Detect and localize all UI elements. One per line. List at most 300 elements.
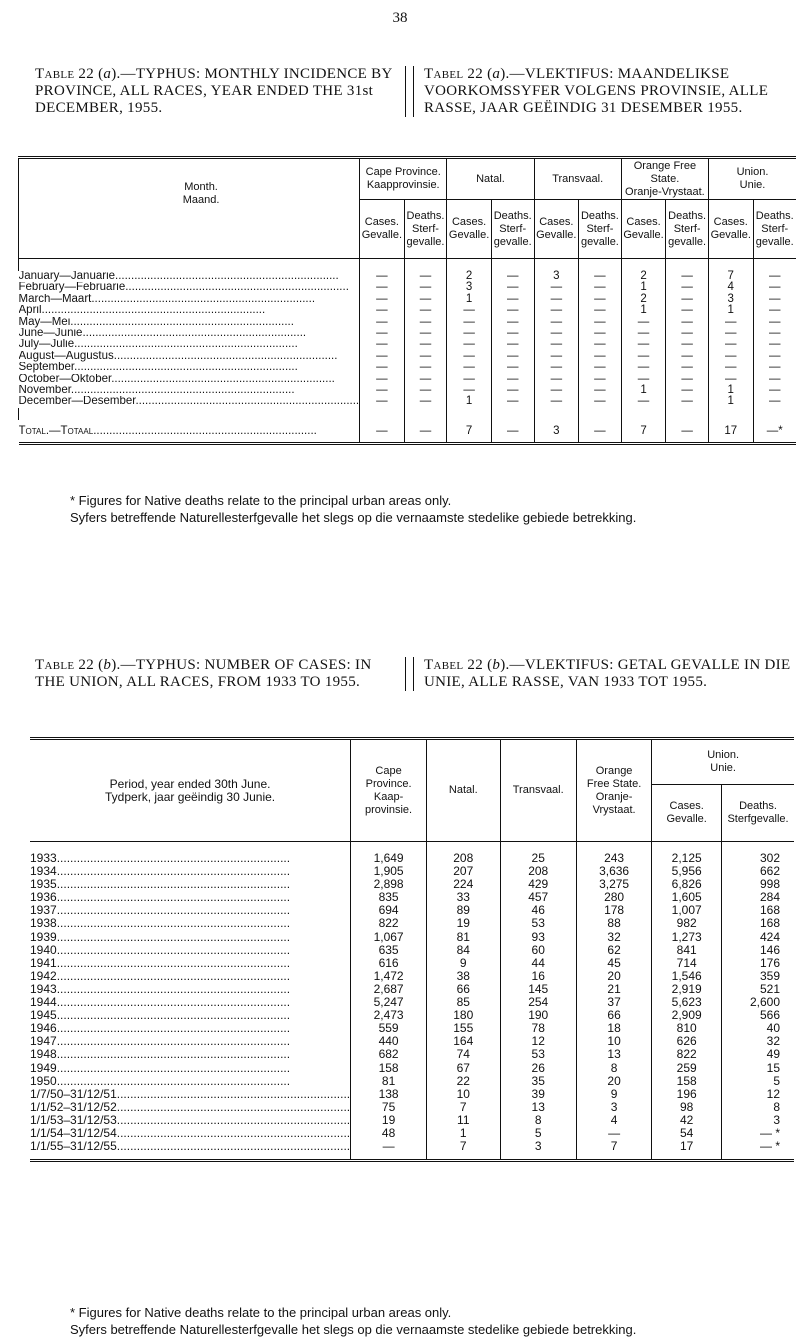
value-cell: 7 [709,271,754,282]
value-cell: 3 [500,1140,576,1161]
value-cell: — [447,339,492,350]
value-cell: 1 [709,385,754,396]
header-line: Province. [365,777,412,790]
value-cell: 1,546 [652,970,722,983]
header-line: Deaths. [739,800,777,812]
value-cell: — [360,385,405,396]
month-row [19,328,797,339]
value-cell: — [579,305,622,316]
period-label-cell [30,1140,351,1161]
value-cell: 138 [351,1088,427,1101]
value-cell: 6,826 [652,878,722,891]
value-cell: 22 [427,1075,501,1088]
union-cases-header [652,785,722,842]
value-cell: — [404,294,447,305]
value-cell: 35 [500,1075,576,1088]
value-cell: 2,909 [652,1009,722,1022]
header-line: Natal. [448,784,478,796]
total-value-cell: 7 [621,420,666,444]
cases-subheader [621,200,666,259]
period-label: 1937 ..... [30,904,350,917]
value-cell: — [579,374,622,385]
total-value-cell: 3 [534,420,579,444]
value-cell: 835 [351,891,427,904]
value-cell: 635 [351,944,427,957]
value-cell: 822 [652,1048,722,1061]
value-cell: — [360,374,405,385]
value-cell: 714 [652,957,722,970]
value-cell: — [351,1140,427,1161]
month-header-af: Maand. [182,193,220,206]
period-label: 1/1/54–31/12/54 ..... [30,1127,350,1140]
value-cell: 196 [652,1088,722,1101]
annual-cases-table [30,737,794,1162]
value-cell: 146 [722,944,794,957]
value-cell: 1 [621,282,666,293]
value-cell: 224 [427,878,501,891]
subheader-line: Sterf- [673,222,701,235]
period-label-cell [30,996,351,1009]
value-cell: 45 [576,957,651,970]
value-cell: 49 [722,1048,794,1061]
month-label-cell [19,374,360,385]
period-label-cell [30,970,351,983]
header-line: Orange [595,764,633,777]
value-cell: — [666,396,709,407]
value-cell: — [404,351,447,362]
header-line: Kaap- [373,790,404,803]
value-cell: 3 [576,1101,651,1114]
value-cell: — [579,385,622,396]
period-label: 1/1/55–31/12/55 ..... [30,1140,350,1153]
month-label-cell [19,317,360,328]
period-label: 1947 ..... [30,1035,350,1048]
period-label-cell [30,917,351,930]
value-cell: — [709,374,754,385]
value-cell: 2,919 [652,983,722,996]
value-cell: — [621,374,666,385]
value-cell: 1 [709,396,754,407]
value-cell: 13 [576,1048,651,1061]
spacer-cell [534,408,579,420]
value-cell: 1,472 [351,970,427,983]
value-cell: 1,067 [351,931,427,944]
month-label-cell [19,385,360,396]
value-cell: 5,956 [652,865,722,878]
transvaal-header [500,739,576,842]
value-cell: — [447,362,492,373]
value-cell: — [491,374,534,385]
subheader-line: Gevalle. [623,229,664,241]
subheader-line: gevalle. [755,235,794,248]
total-value-cell: — [491,420,534,444]
value-cell: 74 [427,1048,501,1061]
province-name: Transvaal. [552,172,604,185]
value-cell: 2,125 [652,842,722,866]
value-cell: — [360,282,405,293]
period-label: 1/7/50–31/12/51 ..... [30,1088,350,1101]
value-cell: — [404,362,447,373]
subheader-line: Sterf- [761,222,789,235]
value-cell: 38 [427,970,501,983]
total-row [19,420,797,444]
spacer-cell [19,259,360,272]
value-cell: 84 [427,944,501,957]
value-cell: 54 [652,1127,722,1140]
value-cell: 3 [534,271,579,282]
header-line: Unie. [710,762,736,774]
period-label-cell [30,1114,351,1127]
subheader-line: Cases. [626,216,661,228]
value-cell: 8 [576,1062,651,1075]
subheader-line: gevalle. [668,235,707,248]
period-label-cell [30,1009,351,1022]
period-header-af: Tydperk, jaar geëindig 30 Junie. [105,789,276,804]
period-header [30,739,351,842]
value-cell: 53 [500,917,576,930]
value-cell: 60 [500,944,576,957]
value-cell: — [534,328,579,339]
value-cell: — [753,305,796,316]
value-cell: — [491,271,534,282]
month-header-en: Month. [184,180,218,193]
spacer-cell [579,408,622,420]
value-cell: — [491,305,534,316]
header-line: Vrystaat. [592,803,636,816]
value-cell: — [447,385,492,396]
value-cell: 3 [709,294,754,305]
header-line: Transvaal. [512,784,564,796]
period-label: 1943 ..... [30,983,350,996]
province-name: Natal. [476,172,505,185]
value-cell: — [753,271,796,282]
period-row [30,1062,794,1075]
value-cell: — [576,1127,651,1140]
total-label: Total.—Totaal ..... [19,420,360,442]
value-cell: 168 [722,904,794,917]
subheader-line: Cases. [451,216,487,228]
spacer-cell [19,408,360,420]
spacer-cell [404,408,447,420]
value-cell: — [621,351,666,362]
value-cell: 208 [500,865,576,878]
subheader-line: Deaths. [755,209,794,222]
month-label: May—Mei ..... [19,317,360,328]
spacer-cell [360,408,405,420]
subheader-line: Sterf- [586,222,614,235]
month-row [19,362,797,373]
value-cell: 8 [500,1114,576,1127]
value-cell: 616 [351,957,427,970]
period-label-cell [30,983,351,996]
value-cell: 88 [576,917,651,930]
value-cell: — [753,362,796,373]
period-label: 1944 ..... [30,996,350,1009]
period-row [30,1140,794,1161]
deaths-subheader [579,200,622,259]
title-prefix: Table 22 ( [35,66,104,82]
month-label: January—Januarie ..... [19,271,360,282]
value-cell: 12 [722,1088,794,1101]
period-label-cell [30,1075,351,1088]
value-cell: 98 [652,1101,722,1114]
value-cell: — [447,351,492,362]
value-cell: — [753,317,796,328]
value-cell: — [621,362,666,373]
subheader-line: Cases. [713,216,748,228]
period-label: 1946 ..... [30,1022,350,1035]
period-label-cell [30,891,351,904]
value-cell: — [709,317,754,328]
total-value-cell: — [404,420,447,444]
title-prefix: Tabel 22 ( [424,66,493,82]
spacer-cell [621,408,666,420]
value-cell: — [579,271,622,282]
value-cell: 42 [652,1114,722,1127]
value-cell: 20 [576,1075,651,1088]
province-header-natal [447,158,534,200]
period-row [30,1088,794,1101]
title-prefix: Tabel 22 ( [424,657,493,673]
period-label: 1948 ..... [30,1048,350,1061]
value-cell: 7 [427,1101,501,1114]
value-cell: — [709,328,754,339]
value-cell: 3 [722,1114,794,1127]
value-cell: 2 [621,271,666,282]
value-cell: — [534,282,579,293]
value-cell: — [753,351,796,362]
deaths-subheader [404,200,447,259]
monthly-incidence-table [18,156,796,445]
month-label: July—Julie ..... [19,339,360,350]
header-line: Sterfgevalle. [727,813,789,825]
month-label-cell [19,339,360,350]
period-label-cell [30,1048,351,1061]
value-cell: — [534,294,579,305]
month-label: March—Maart ..... [19,294,360,305]
period-label-cell [30,1062,351,1075]
subheader-line: Sterf- [499,222,527,235]
period-label: 1935 ..... [30,878,350,891]
title-rest: ).—VLEKTIFUS: MAANDELIKSE VOORKOMSSYFER VOLGENS PROVINSIE, ALLE RASSE, JAAR GEËINDIG 31 DESEMBER 1955. [424,66,769,116]
value-cell: — [666,305,709,316]
period-row [30,931,794,944]
table-b-footnote [70,1304,636,1338]
value-cell: — [579,294,622,305]
value-cell: 3,636 [576,865,651,878]
subheader-line: Gevalle. [361,229,403,241]
value-cell: — [709,339,754,350]
value-cell: — [666,385,709,396]
value-cell: 1 [447,396,492,407]
value-cell: 40 [722,1022,794,1035]
province-header-cape [360,158,447,200]
month-label: February—Februarie ..... [19,282,360,293]
value-cell: 4 [709,282,754,293]
province-header-transvaal [534,158,621,200]
value-cell: — [447,305,492,316]
value-cell: 39 [500,1088,576,1101]
value-cell: — [360,362,405,373]
subheader-line: Deaths. [668,209,707,222]
value-cell: 521 [722,983,794,996]
deaths-subheader [666,200,709,259]
period-label: 1938 ..... [30,917,350,930]
value-cell: 89 [427,904,501,917]
value-cell: 66 [576,1009,651,1022]
value-cell: 81 [351,1075,427,1088]
value-cell: — [753,282,796,293]
value-cell: 1,905 [351,865,427,878]
value-cell: 2 [621,294,666,305]
period-label: 1949 ..... [30,1062,350,1075]
value-cell: 1 [621,385,666,396]
total-label-cell [19,420,360,444]
deaths-subheader [491,200,534,259]
value-cell: — [753,396,796,407]
value-cell: — [491,385,534,396]
ofs-header [576,739,651,842]
province-header-ofs [621,158,708,200]
value-cell: — [360,396,405,407]
value-cell: — [491,362,534,373]
month-label: June—Junie ..... [19,328,360,339]
value-cell: — [753,328,796,339]
period-row [30,1114,794,1127]
footnote-af: Syfers betreffende Naturellesterfgevalle het slegs op die vernaamste stedelike gebiede betrekking. [70,510,637,525]
title-rest: ).—TYPHUS: MONTHLY INCIDENCE BY PROVINCE, ALL RACES, YEAR ENDED THE 31st DECEMBER, 1955. [35,66,393,116]
value-cell: 19 [351,1114,427,1127]
spacer-cell [709,408,754,420]
value-cell: 566 [722,1009,794,1022]
header-line: Cases. [669,800,704,812]
value-cell: 2,600 [722,996,794,1009]
title-letter: b [492,657,501,673]
month-row [19,396,797,407]
province-name-af: Unie. [739,179,766,191]
value-cell: — [579,328,622,339]
title-letter: a [103,66,112,82]
value-cell: 8 [722,1101,794,1114]
value-cell: — [404,282,447,293]
month-row [19,294,797,305]
period-label-cell [30,1088,351,1101]
spacer-cell [753,408,796,420]
spacer-cell [447,408,492,420]
period-header-en: Period, year ended 30th June. [109,776,271,791]
month-row [19,374,797,385]
value-cell: 302 [722,842,794,866]
value-cell: 2,687 [351,983,427,996]
value-cell: 207 [427,865,501,878]
period-label: 1933 ..... [30,852,350,865]
value-cell: 44 [500,957,576,970]
month-label-cell [19,328,360,339]
subheader-line: gevalle. [580,235,619,248]
value-cell: 5,623 [652,996,722,1009]
value-cell: 5,247 [351,996,427,1009]
month-label-cell [19,294,360,305]
value-cell: 20 [576,970,651,983]
value-cell: 998 [722,878,794,891]
value-cell: 682 [351,1048,427,1061]
month-label-cell [19,351,360,362]
value-cell: 32 [576,931,651,944]
value-cell: — [404,374,447,385]
subheader-line: Gevalle. [536,229,577,241]
table-a-title-en [35,66,405,117]
value-cell: 19 [427,917,501,930]
value-cell: 2,898 [351,878,427,891]
value-cell: 3,275 [576,878,651,891]
value-cell: — [491,294,534,305]
value-cell: 1,605 [652,891,722,904]
value-cell: — [579,317,622,328]
province-name-af: Oranje-Vrystaat. [625,185,705,198]
period-label-cell [30,878,351,891]
value-cell: 359 [722,970,794,983]
period-label-cell [30,944,351,957]
value-cell: 1 [427,1127,501,1140]
period-label: 1940 ..... [30,944,350,957]
value-cell: — [491,351,534,362]
value-cell: 5 [722,1075,794,1088]
month-row [19,351,797,362]
value-cell: — [709,362,754,373]
value-cell: 10 [576,1035,651,1048]
province-name: Orange Free State. [633,159,697,185]
title-divider [405,657,414,691]
title-divider [405,66,414,117]
value-cell: — [666,271,709,282]
value-cell: — [491,396,534,407]
value-cell: — [404,339,447,350]
value-cell: — [404,328,447,339]
period-row [30,1101,794,1114]
value-cell: — [666,374,709,385]
value-cell: — [621,396,666,407]
value-cell: 10 [427,1088,501,1101]
value-cell: — * [722,1140,794,1161]
value-cell: — [360,328,405,339]
value-cell: 9 [427,957,501,970]
header-line: Cape [375,764,402,777]
period-row [30,917,794,930]
value-cell: 17 [652,1140,722,1161]
subheader-line: Gevalle. [448,229,490,241]
cases-subheader [447,200,492,259]
header-line: Free State. [586,777,642,790]
value-cell: — [404,271,447,282]
value-cell: — [491,317,534,328]
month-label-cell [19,271,360,282]
title-letter: a [492,66,501,82]
header-line: Union. [707,749,740,761]
subheader-line: Deaths. [406,209,445,222]
value-cell: 7 [576,1140,651,1161]
value-cell: 46 [500,904,576,917]
footnote-af: Syfers betreffende Naturellesterfgevalle het slegs op die vernaamste stedelike gebiede betrekking. [70,1322,637,1337]
value-cell: 259 [652,1062,722,1075]
value-cell: 158 [652,1075,722,1088]
value-cell: — [491,339,534,350]
month-row [19,305,797,316]
value-cell: 7 [427,1140,501,1161]
value-cell: — [666,294,709,305]
period-label-cell [30,1127,351,1140]
period-label: 1934 ..... [30,865,350,878]
value-cell: 841 [652,944,722,957]
